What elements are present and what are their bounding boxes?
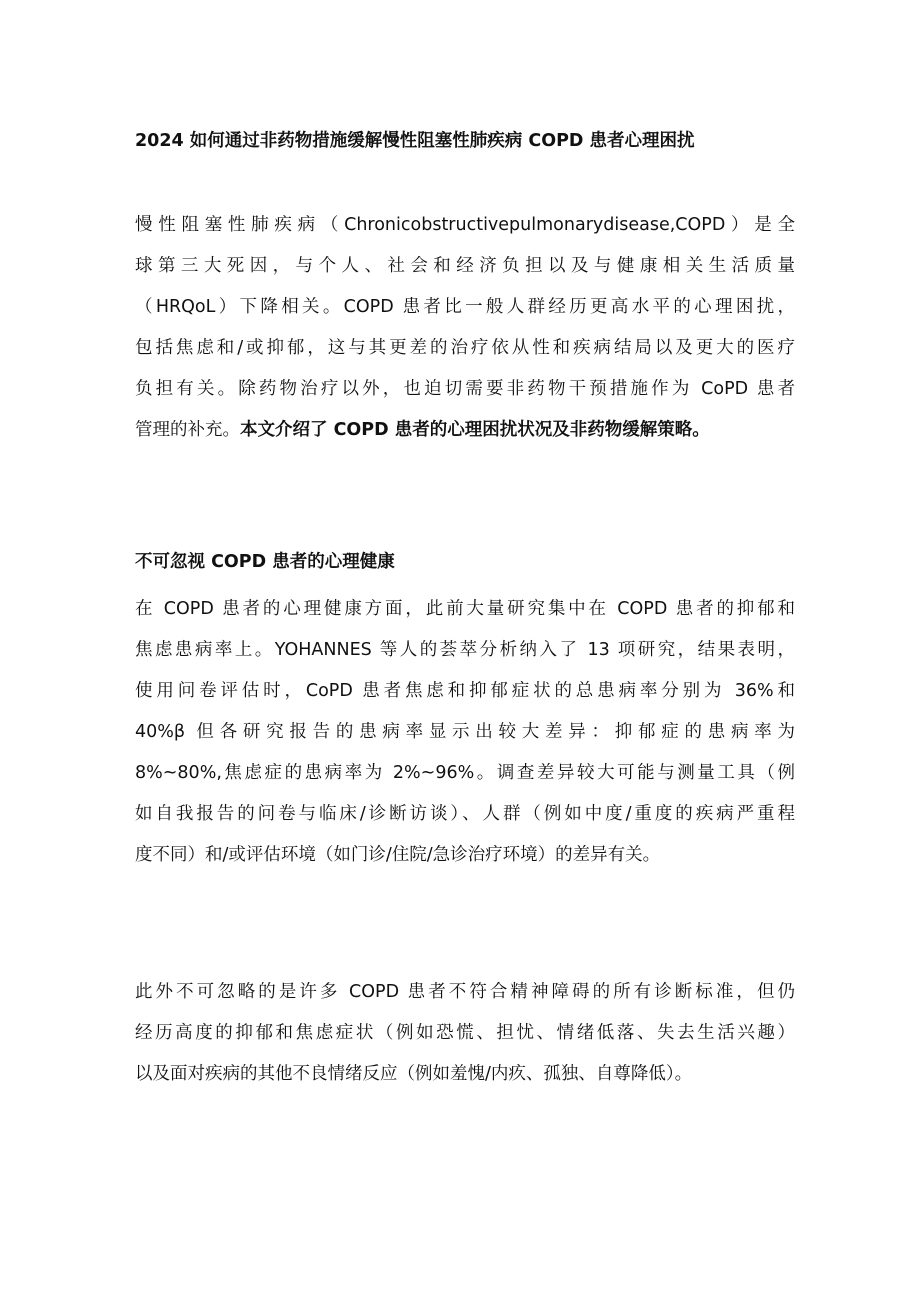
paragraph-line: 经历高度的抑郁和焦虑症状（例如恐慌、担忧、情绪低落、失去生活兴趣） — [135, 1023, 795, 1043]
paragraph-line: 度不同）和/或评估环境（如门诊/住院/急诊治疗环境）的差异有关。 — [135, 845, 661, 865]
section-heading: 不可忽视 COPD 患者的心理健康 — [135, 552, 395, 572]
intro-line: （HRQoL）下降相关。COPD 患者比一般人群经历更高水平的心理困扰， — [135, 297, 795, 317]
intro-summary-bold: 本文介绍了 COPD 患者的心理困扰状况及非药物缓解策略。 — [240, 420, 710, 440]
paragraph-line: 此外不可忽略的是许多 COPD 患者不符合精神障碍的所有诊断标准，但仍 — [135, 982, 795, 1002]
intro-last-line-prefix: 管理的补充。 — [135, 420, 240, 440]
paragraph-line: 以及面对疾病的其他不良情绪反应（例如羞愧/内疚、孤独、自尊降低）。 — [135, 1064, 693, 1084]
intro-line: 球第三大死因，与个人、社会和经济负担以及与健康相关生活质量 — [135, 256, 795, 276]
intro-last-line — [135, 410, 795, 451]
paragraph-line: 40%β 但各研究报告的患病率显示出较大差异：抑郁症的患病率为 — [135, 722, 795, 742]
paragraph-line: 8%~80%,焦虑症的患病率为 2%~96%。调查差异较大可能与测量工具（例 — [135, 763, 795, 783]
section-paragraph-prevalence — [135, 589, 795, 876]
intro-line: 慢性阻塞性肺疾病（Chronicobstructivepulmonarydisease,COPD）是全 — [135, 215, 795, 235]
intro-line: 负担有关。除药物治疗以外，也迫切需要非药物干预措施作为 CoPD 患者 — [135, 379, 795, 399]
paragraph-line: 在 COPD 患者的心理健康方面，此前大量研究集中在 COPD 患者的抑郁和 — [135, 599, 795, 619]
document-title: 2024 如何通过非药物措施缓解慢性阻塞性肺疾病 COPD 患者心理困扰 — [135, 131, 695, 151]
paragraph-line: 焦虑患病率上。YOHANNES 等人的荟萃分析纳入了 13 项研究，结果表明， — [135, 640, 795, 660]
intro-paragraph — [135, 205, 795, 451]
section-paragraph-symptoms — [135, 972, 795, 1095]
intro-line: 包括焦虑和/或抑郁，这与其更差的治疗依从性和疾病结局以及更大的医疗 — [135, 338, 795, 358]
paragraph-line: 使用问卷评估时，CoPD 患者焦虑和抑郁症状的总患病率分别为 36%和 — [135, 681, 795, 701]
paragraph-line: 如自我报告的问卷与临床/诊断访谈）、人群（例如中度/重度的疾病严重程 — [135, 804, 795, 824]
